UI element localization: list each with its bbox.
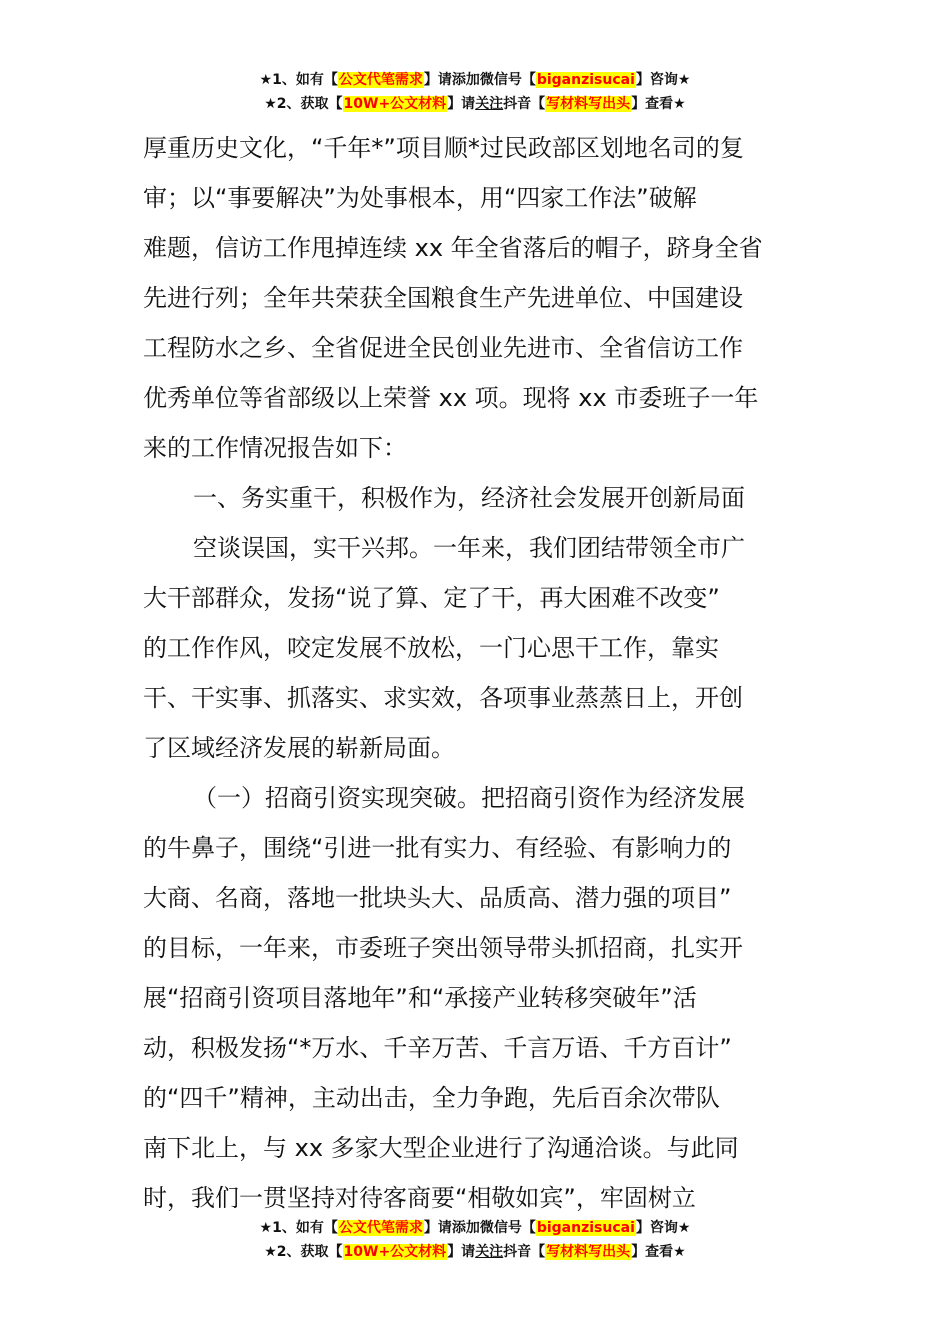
body-line: 大干部群众，发扬“说了算、定了干，再大困难不改变” <box>143 584 720 612</box>
section-heading: 一、务实重干，积极作为，经济社会发展开创新局面 <box>193 484 745 512</box>
body-line: 南下北上，与 xx 多家大型企业进行了沟通洽谈。与此同 <box>143 1134 739 1162</box>
banner-text: 】咨询★ <box>635 1220 691 1236</box>
banner-text: 】请添 <box>423 1220 466 1236</box>
body-line: 厚重历史文化，“千年*”项目顺*过民政部区划地名司的复 <box>143 134 744 162</box>
banner-highlight: 公文代笔需求 <box>338 72 423 88</box>
banner-text: ★2、获取【 <box>264 96 343 112</box>
banner-highlight: 10W+公文材料 <box>343 1244 447 1260</box>
banner-text: 】请 <box>447 96 476 112</box>
banner-text: 加 <box>465 1220 480 1236</box>
body-line: 的工作作风，咬定发展不放松，一门心思干工作，靠实 <box>143 634 719 662</box>
document-body <box>143 123 813 1223</box>
body-line: 优秀单位等省部级以上荣誉 xx 项。现将 xx 市委班子一年 <box>143 384 759 412</box>
body-line: 难题，信访工作甩掉连续 xx 年全省落后的帽子，跻身全省 <box>143 234 763 262</box>
banner-text: 抖音【 <box>503 1244 546 1260</box>
body-line: 动，积极发扬“*万水、千辛万苦、千言万语、千方百计” <box>143 1034 732 1062</box>
banner-text: 关注 <box>475 96 504 112</box>
banner-text: 】请 <box>447 1244 476 1260</box>
body-line: 工程防水之乡、全省促进全民创业先进市、全省信访工作 <box>143 334 743 362</box>
banner-text: 关注 <box>475 1244 504 1260</box>
banner-text: ★2、获取【 <box>264 1244 343 1260</box>
banner-highlight: 写材料写出头 <box>546 96 631 112</box>
body-line: 时，我们一贯坚持对待客商要“相敬如宾”，牢固树立 <box>143 1184 696 1212</box>
banner-text: ★1、如有【 <box>259 1220 338 1236</box>
body-line: （一）招商引资实现突破。把招商引资作为经济发展 <box>193 784 745 812</box>
banner-text: 抖音【 <box>503 96 546 112</box>
banner-line-2 <box>0 1242 950 1266</box>
banner-text: 】请添 <box>423 72 466 88</box>
body-line: 审；以“事要解决”为处事根本，用“四家工作法”破解 <box>143 184 697 212</box>
banner-text: ★1、如有【 <box>259 72 338 88</box>
banner-text: 微信号【 <box>479 72 536 88</box>
body-line: 了区域经济发展的崭新局面。 <box>143 734 455 762</box>
body-line: 干、干实事、抓落实、求实效，各项事业蒸蒸日上，开创 <box>143 684 743 712</box>
banner-line-1 <box>0 1218 950 1242</box>
footer-banner <box>0 1218 950 1266</box>
banner-highlight: biganzisucai <box>536 72 635 88</box>
banner-highlight: biganzisucai <box>536 1220 635 1236</box>
banner-text: 加 <box>465 72 480 88</box>
banner-highlight: 写材料写出头 <box>546 1244 631 1260</box>
banner-highlight: 公文代笔需求 <box>338 1220 423 1236</box>
banner-text: 】咨询★ <box>635 72 691 88</box>
banner-line-2 <box>0 94 950 118</box>
body-line: 的“四千”精神，主动出击，全力争跑，先后百余次带队 <box>143 1084 720 1112</box>
body-line: 大商、名商，落地一批块头大、品质高、潜力强的项目” <box>143 884 732 912</box>
body-line: 空谈误国，实干兴邦。一年来，我们团结带领全市广 <box>193 534 745 562</box>
banner-line-1 <box>0 70 950 94</box>
body-line: 先进行列；全年共荣获全国粮食生产先进单位、中国建设 <box>143 284 743 312</box>
banner-highlight: 10W+公文材料 <box>343 96 447 112</box>
body-line: 来的工作情况报告如下： <box>143 434 407 462</box>
header-banner <box>0 70 950 118</box>
banner-text: 微信号【 <box>479 1220 536 1236</box>
body-line: 展“招商引资项目落地年”和“承接产业转移突破年”活 <box>143 984 697 1012</box>
banner-text: 】查看★ <box>631 96 686 112</box>
body-line: 的牛鼻子，围绕“引进一批有实力、有经验、有影响力的 <box>143 834 732 862</box>
banner-text: 】查看★ <box>631 1244 686 1260</box>
body-line: 的目标，一年来，市委班子突出领导带头抓招商，扎实开 <box>143 934 743 962</box>
